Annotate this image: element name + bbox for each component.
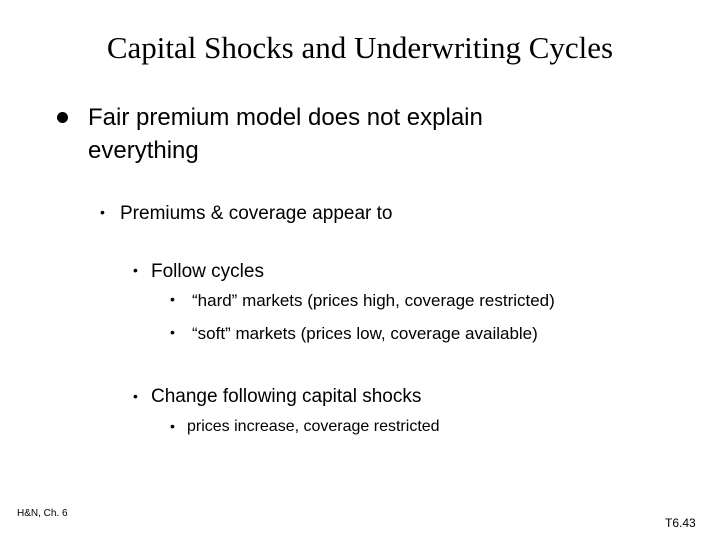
bullet-dot-icon (57, 112, 68, 123)
bullet-prices-increase: prices increase, coverage restricted (187, 418, 440, 435)
bullet-dot-icon: • (100, 204, 105, 220)
bullet-dot-icon: • (170, 418, 175, 434)
bullet-dot-icon: • (133, 262, 138, 278)
bullet-fair-premium-line1: Fair premium model does not explain (88, 104, 483, 131)
bullet-follow-cycles: Follow cycles (151, 261, 264, 282)
bullet-hard-markets: “hard” markets (prices high, coverage restricted) (192, 291, 555, 310)
footer-source: H&N, Ch. 6 (17, 508, 68, 519)
bullet-dot-icon: • (170, 324, 175, 340)
bullet-soft-markets: “soft” markets (prices low, coverage available) (192, 324, 538, 343)
bullet-capital-shocks: Change following capital shocks (151, 386, 422, 407)
slide-number: T6.43 (665, 516, 696, 530)
bullet-fair-premium-line2: everything (88, 137, 199, 164)
slide-title: Capital Shocks and Underwriting Cycles (106, 30, 614, 65)
bullet-premiums-coverage: Premiums & coverage appear to (120, 203, 393, 224)
bullet-dot-icon: • (170, 291, 175, 307)
bullet-dot-icon: • (133, 388, 138, 404)
